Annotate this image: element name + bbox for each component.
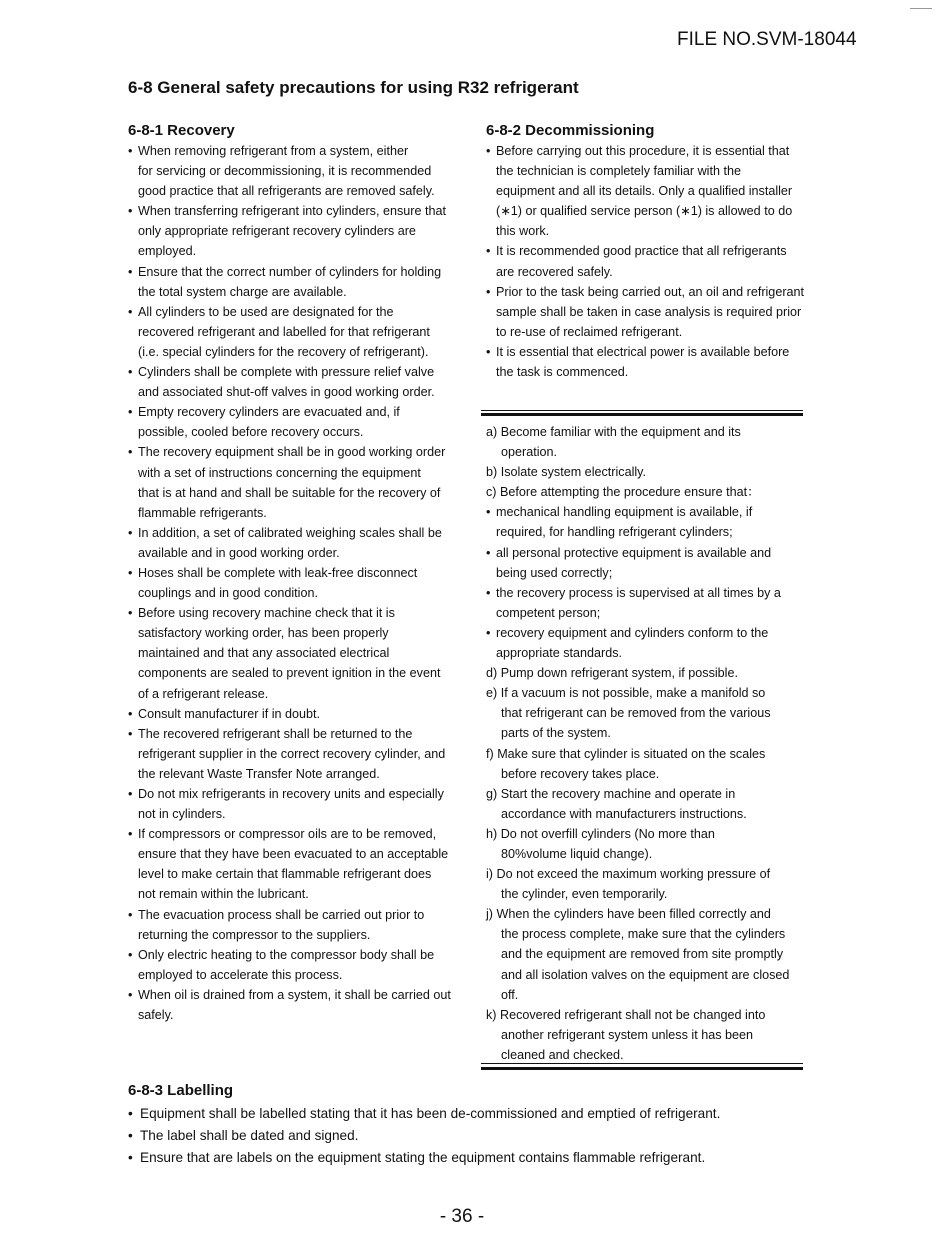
decommissioning-steps [486, 422, 836, 1065]
recovery-item-line: available and in good working order. [138, 545, 340, 560]
recovery-item-line: not remain within the lubricant. [138, 887, 309, 902]
recovery-item-line: the total system charge are available. [138, 284, 347, 299]
recovery-item-line: • In addition, a set of calibrated weighing scales shall be [128, 523, 473, 543]
recovery-item-line: couplings and in good condition. [138, 586, 318, 601]
step-j-line: and the equipment are removed from site promptly [501, 947, 784, 962]
decommissioning-item-line: (∗1) or qualified service person (∗1) is allowed to do [496, 204, 793, 219]
step-k-line: cleaned and checked. [501, 1047, 624, 1062]
step-j-line: and all isolation valves on the equipment are closed [501, 967, 790, 982]
recovery-item-line: of a refrigerant release. [138, 686, 269, 701]
recovery-item-line: refrigerant supplier in the correct recovery cylinder, and [138, 746, 446, 761]
recovery-item-line: • Empty recovery cylinders are evacuated and, if [128, 402, 473, 422]
step-e-line: parts of the system. [501, 726, 611, 741]
decommissioning-item-line: this work. [496, 224, 550, 239]
step-c-bullet-line: • mechanical handling equipment is available, if [486, 502, 836, 522]
decommissioning-item-line: • It is essential that electrical power is available before [486, 342, 836, 362]
step-i-line: i) Do not exceed the maximum working pressure of [486, 867, 771, 882]
recovery-item-line: employed. [138, 244, 197, 259]
step-c-line: c) Before attempting the procedure ensure that： [486, 485, 760, 500]
step-b [486, 462, 836, 482]
recovery-item-line: ensure that they have been evacuated to an acceptable [138, 847, 449, 862]
step-c-bullet [486, 583, 836, 623]
recovery-item [128, 945, 473, 985]
recovery-item [128, 523, 473, 563]
recovery-item-line: with a set of instructions concerning the equipment [138, 465, 421, 480]
step-g-line: g) Start the recovery machine and operate in [486, 786, 736, 801]
recovery-item [128, 905, 473, 945]
decommissioning-item [486, 282, 836, 342]
decommissioning-item [486, 241, 836, 281]
recovery-item-line: possible, cooled before recovery occurs. [138, 425, 364, 440]
recovery-item [128, 824, 473, 904]
recovery-item-line: that is at hand and shall be suitable for the recovery of [138, 485, 441, 500]
decommissioning-item-line: • It is recommended good practice that all refrigerants [486, 241, 836, 261]
step-k [486, 1005, 836, 1065]
recovery-item-line: good practice that all refrigerants are removed safely. [138, 184, 435, 199]
corner-mark [910, 8, 932, 9]
step-j [486, 904, 836, 1004]
decommissioning-item-line: sample shall be taken in case analysis is required prior [496, 304, 802, 319]
step-c-bullet-line: competent person; [496, 605, 601, 620]
step-c-bullet-line: • all personal protective equipment is available and [486, 543, 836, 563]
step-h [486, 824, 836, 864]
decommissioning-item [486, 342, 836, 382]
step-a [486, 422, 836, 462]
step-f-line: f) Make sure that cylinder is situated on the scales [486, 746, 766, 761]
recovery-item-line: • When removing refrigerant from a system, either [128, 141, 473, 161]
step-c [486, 482, 836, 502]
step-a-line: a) Become familiar with the equipment and its [486, 425, 741, 439]
recovery-item-line: • Before using recovery machine check that it is [128, 603, 473, 623]
labelling-item: • Ensure that are labels on the equipment stating the equipment contains flammable refrigerant. [128, 1147, 828, 1169]
step-f [486, 744, 836, 784]
step-e [486, 683, 836, 743]
recovery-item-line: returning the compressor to the suppliers. [138, 927, 371, 942]
step-j-line: j) When the cylinders have been filled correctly and [486, 907, 771, 922]
step-i-line: the cylinder, even temporarily. [501, 887, 668, 902]
recovery-list [128, 141, 473, 1025]
steps-bottom-rule [481, 1063, 803, 1070]
step-c-bullet [486, 543, 836, 583]
step-i [486, 864, 836, 904]
recovery-item-line: maintained and that any associated electrical [138, 646, 390, 661]
recovery-item-line: level to make certain that flammable refrigerant does [138, 867, 432, 882]
recovery-item-line: (i.e. special cylinders for the recovery of refrigerant). [138, 344, 429, 359]
decommissioning-item-line: the technician is completely familiar with the [496, 164, 741, 179]
recovery-item-line: • Do not mix refrigerants in recovery units and especially [128, 784, 473, 804]
recovery-item-line: employed to accelerate this process. [138, 967, 343, 982]
step-c-bullet [486, 623, 836, 663]
recovery-item-line: and associated shut-off valves in good working order. [138, 385, 435, 400]
step-c-bullet-line: • the recovery process is supervised at all times by a [486, 583, 836, 603]
step-h-line: h) Do not overfill cylinders (No more than [486, 826, 715, 841]
decommissioning-list [486, 141, 836, 382]
recovery-item [128, 362, 473, 402]
section-title: 6-8 General safety precautions for using R32 refrigerant [128, 78, 579, 97]
recovery-item-line: • The recovery equipment shall be in good working order [128, 442, 473, 462]
recovery-item [128, 262, 473, 302]
recovery-item-line: not in cylinders. [138, 807, 226, 822]
decommissioning-item [486, 141, 836, 241]
labelling-item: • The label shall be dated and signed. [128, 1125, 828, 1147]
recovery-item-line: components are sealed to prevent ignition in the event [138, 666, 441, 681]
recovery-item [128, 141, 473, 201]
step-a-line: operation. [501, 445, 558, 460]
recovery-section [128, 121, 473, 1025]
recovery-item [128, 201, 473, 261]
decommissioning-section [486, 121, 836, 382]
file-number: FILE NO.SVM-18044 [677, 29, 857, 50]
decommissioning-item-line: • Before carrying out this procedure, it is essential that [486, 141, 836, 161]
recovery-item [128, 402, 473, 442]
recovery-item-line: the relevant Waste Transfer Note arranged. [138, 766, 380, 781]
step-e-line: e) If a vacuum is not possible, make a manifold so [486, 686, 766, 701]
recovery-item-line: • Hoses shall be complete with leak-free disconnect [128, 563, 473, 583]
step-k-line: another refrigerant system unless it has been [501, 1027, 754, 1042]
recovery-item-line: flammable refrigerants. [138, 505, 267, 520]
step-c-bullet-line: required, for handling refrigerant cylinders; [496, 525, 733, 540]
steps-top-rule [481, 410, 803, 416]
step-c-bullet-line: appropriate standards. [496, 646, 623, 661]
recovery-item-line: • All cylinders to be used are designated for the [128, 302, 473, 322]
decommissioning-item-line: are recovered safely. [496, 264, 613, 279]
step-j-line: off. [501, 987, 519, 1002]
step-d [486, 663, 836, 683]
page-number: - 36 - [439, 1206, 485, 1227]
recovery-item-line: • The recovered refrigerant shall be returned to the [128, 724, 473, 744]
step-c-bullet-line: • recovery equipment and cylinders conform to the [486, 623, 836, 643]
decommissioning-title: 6-8-2 Decommissioning [486, 122, 655, 139]
recovery-item-line: safely. [138, 1008, 174, 1023]
step-b-line: b) Isolate system electrically. [486, 465, 647, 480]
step-f-line: before recovery takes place. [501, 766, 660, 781]
labelling-section [128, 1081, 828, 1169]
recovery-item-line: satisfactory working order, has been properly [138, 626, 389, 641]
recovery-item-line: only appropriate refrigerant recovery cylinders are [138, 224, 416, 239]
step-c-bullet [486, 502, 836, 542]
recovery-item-line: • The evacuation process shall be carried out prior to [128, 905, 473, 925]
recovery-item-line: • Ensure that the correct number of cylinders for holding [128, 262, 473, 282]
recovery-item [128, 302, 473, 362]
recovery-item-line: • Consult manufacturer if in doubt. [128, 704, 473, 724]
recovery-item-line: • If compressors or compressor oils are to be removed, [128, 824, 473, 844]
decommissioning-item-line: to re-use of reclaimed refrigerant. [496, 324, 683, 339]
recovery-item-line: • When transferring refrigerant into cylinders, ensure that [128, 201, 473, 221]
recovery-item-line: • When oil is drained from a system, it shall be carried out [128, 985, 473, 1005]
recovery-item [128, 563, 473, 603]
recovery-item [128, 603, 473, 703]
recovery-item [128, 985, 473, 1025]
recovery-item [128, 784, 473, 824]
step-c-bullet-line: being used correctly; [496, 565, 613, 580]
step-j-line: the process complete, make sure that the cylinders [501, 927, 786, 942]
decommissioning-item-line: • Prior to the task being carried out, an oil and refrigerant [486, 282, 836, 302]
recovery-item [128, 704, 473, 724]
decommissioning-item-line: equipment and all its details. Only a qualified installer [496, 184, 793, 199]
recovery-title: 6-8-1 Recovery [128, 122, 235, 139]
recovery-item-line: for servicing or decommissioning, it is recommended [138, 164, 432, 179]
step-d-line: d) Pump down refrigerant system, if possible. [486, 666, 738, 681]
recovery-item-line: recovered refrigerant and labelled for that refrigerant [138, 324, 430, 339]
decommissioning-item-line: the task is commenced. [496, 365, 629, 380]
step-h-line: 80%volume liquid change). [501, 846, 653, 861]
recovery-item-line: • Cylinders shall be complete with pressure relief valve [128, 362, 473, 382]
step-k-line: k) Recovered refrigerant shall not be changed into [486, 1007, 766, 1022]
step-g-line: accordance with manufacturers instructions. [501, 806, 747, 821]
recovery-item [128, 724, 473, 784]
step-e-line: that refrigerant can be removed from the various [501, 706, 771, 721]
labelling-item: • Equipment shall be labelled stating that it has been de-commissioned and emptied of refrigerant. [128, 1103, 828, 1125]
recovery-item-line: • Only electric heating to the compressor body shall be [128, 945, 473, 965]
labelling-title: 6-8-3 Labelling [128, 1082, 234, 1099]
step-g [486, 784, 836, 824]
recovery-item [128, 442, 473, 522]
